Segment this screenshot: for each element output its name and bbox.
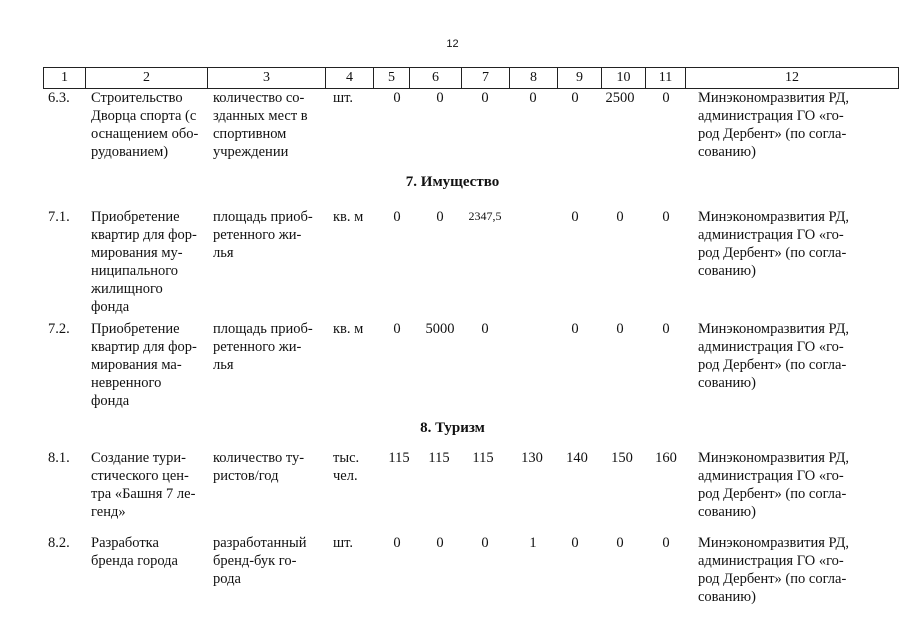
row-name: Разработка бренда города (91, 535, 178, 569)
value-col9: 0 (571, 209, 579, 225)
row-indicator: количество со- зданных мест в спортивном учреждении (213, 90, 308, 160)
row-id: 8.2. (48, 535, 70, 551)
column-header-2: 2 (85, 68, 207, 88)
column-header-8: 8 (509, 68, 557, 88)
value-col6: 0 (436, 209, 444, 225)
row-responsible: Минэкономразвития РД, администрация ГО «го- род Дербент» (по согла- сованию) (698, 90, 850, 160)
value-col9: 0 (571, 90, 579, 106)
row-id: 8.1. (48, 450, 70, 466)
value-col9: 140 (566, 450, 588, 466)
value-col11: 0 (662, 321, 670, 337)
row-name: Создание тури- стического цен- тра «Башня 7 ле- генд» (91, 450, 196, 520)
value-col7: 0 (481, 535, 489, 551)
value-col7: 0 (481, 321, 489, 337)
value-col11: 0 (662, 209, 670, 225)
row-id: 6.3. (48, 90, 70, 106)
column-header-4: 4 (325, 68, 373, 88)
value-col7: 0 (481, 90, 489, 106)
column-header-3: 3 (207, 68, 325, 88)
value-col6: 115 (428, 450, 450, 466)
value-col10: 150 (611, 450, 633, 466)
value-col10: 0 (616, 209, 624, 225)
value-col11: 0 (662, 535, 670, 551)
value-col6: 5000 (425, 321, 455, 337)
column-header-1: 1 (43, 68, 85, 88)
page-number: 12 (446, 38, 459, 50)
column-header-5: 5 (373, 68, 409, 88)
table-header-row (43, 67, 899, 89)
column-header-11: 11 (645, 68, 685, 88)
value-col10: 0 (616, 321, 624, 337)
value-col9: 0 (571, 321, 579, 337)
section-title-property: 7. Имущество (405, 174, 500, 190)
value-col5: 0 (393, 209, 401, 225)
value-col5: 0 (393, 90, 401, 106)
row-id: 7.2. (48, 321, 70, 337)
section-title-tourism: 8. Туризм (420, 420, 485, 436)
row-unit: шт. (333, 90, 354, 106)
row-indicator: разработанный бренд-бук го- рода (213, 535, 307, 587)
row-unit: кв. м (333, 209, 364, 225)
value-col5: 0 (393, 321, 401, 337)
value-col6: 0 (436, 90, 444, 106)
value-col5: 115 (388, 450, 410, 466)
column-header-9: 9 (557, 68, 601, 88)
row-indicator: площадь приоб- ретенного жи- лья (213, 321, 313, 373)
row-id: 7.1. (48, 209, 70, 225)
row-unit: кв. м (333, 321, 364, 337)
value-col8: 0 (529, 90, 537, 106)
column-header-12: 12 (685, 68, 899, 88)
row-responsible: Минэкономразвития РД, администрация ГО «го- род Дербент» (по согла- сованию) (698, 321, 850, 391)
value-col9: 0 (571, 535, 579, 551)
value-col10: 2500 (605, 90, 635, 106)
value-col11: 0 (662, 90, 670, 106)
row-name: Строительство Дворца спорта (с оснащением обо- рудованием) (91, 90, 199, 160)
value-col10: 0 (616, 535, 624, 551)
value-col11: 160 (655, 450, 677, 466)
value-col6: 0 (436, 535, 444, 551)
row-name: Приобретение квартир для фор- мирования ма- невренного фонда (91, 321, 197, 409)
value-col7: 115 (472, 450, 494, 466)
row-unit: шт. (333, 535, 354, 551)
column-header-7: 7 (461, 68, 509, 88)
row-indicator: площадь приоб- ретенного жи- лья (213, 209, 313, 261)
column-header-6: 6 (409, 68, 461, 88)
value-col8: 130 (521, 450, 543, 466)
value-col7: 2347,5 (468, 209, 502, 223)
row-responsible: Минэкономразвития РД, администрация ГО «го- род Дербент» (по согла- сованию) (698, 450, 850, 520)
row-indicator: количество ту- ристов/год (213, 450, 305, 484)
value-col5: 0 (393, 535, 401, 551)
row-unit: тыс. чел. (333, 450, 360, 484)
row-name: Приобретение квартир для фор- мирования му- ниципального жилищного фонда (91, 209, 197, 315)
row-responsible: Минэкономразвития РД, администрация ГО «го- род Дербент» (по согла- сованию) (698, 209, 850, 279)
column-header-10: 10 (601, 68, 645, 88)
value-col8: 1 (529, 535, 537, 551)
row-responsible: Минэкономразвития РД, администрация ГО «го- род Дербент» (по согла- сованию) (698, 535, 850, 605)
